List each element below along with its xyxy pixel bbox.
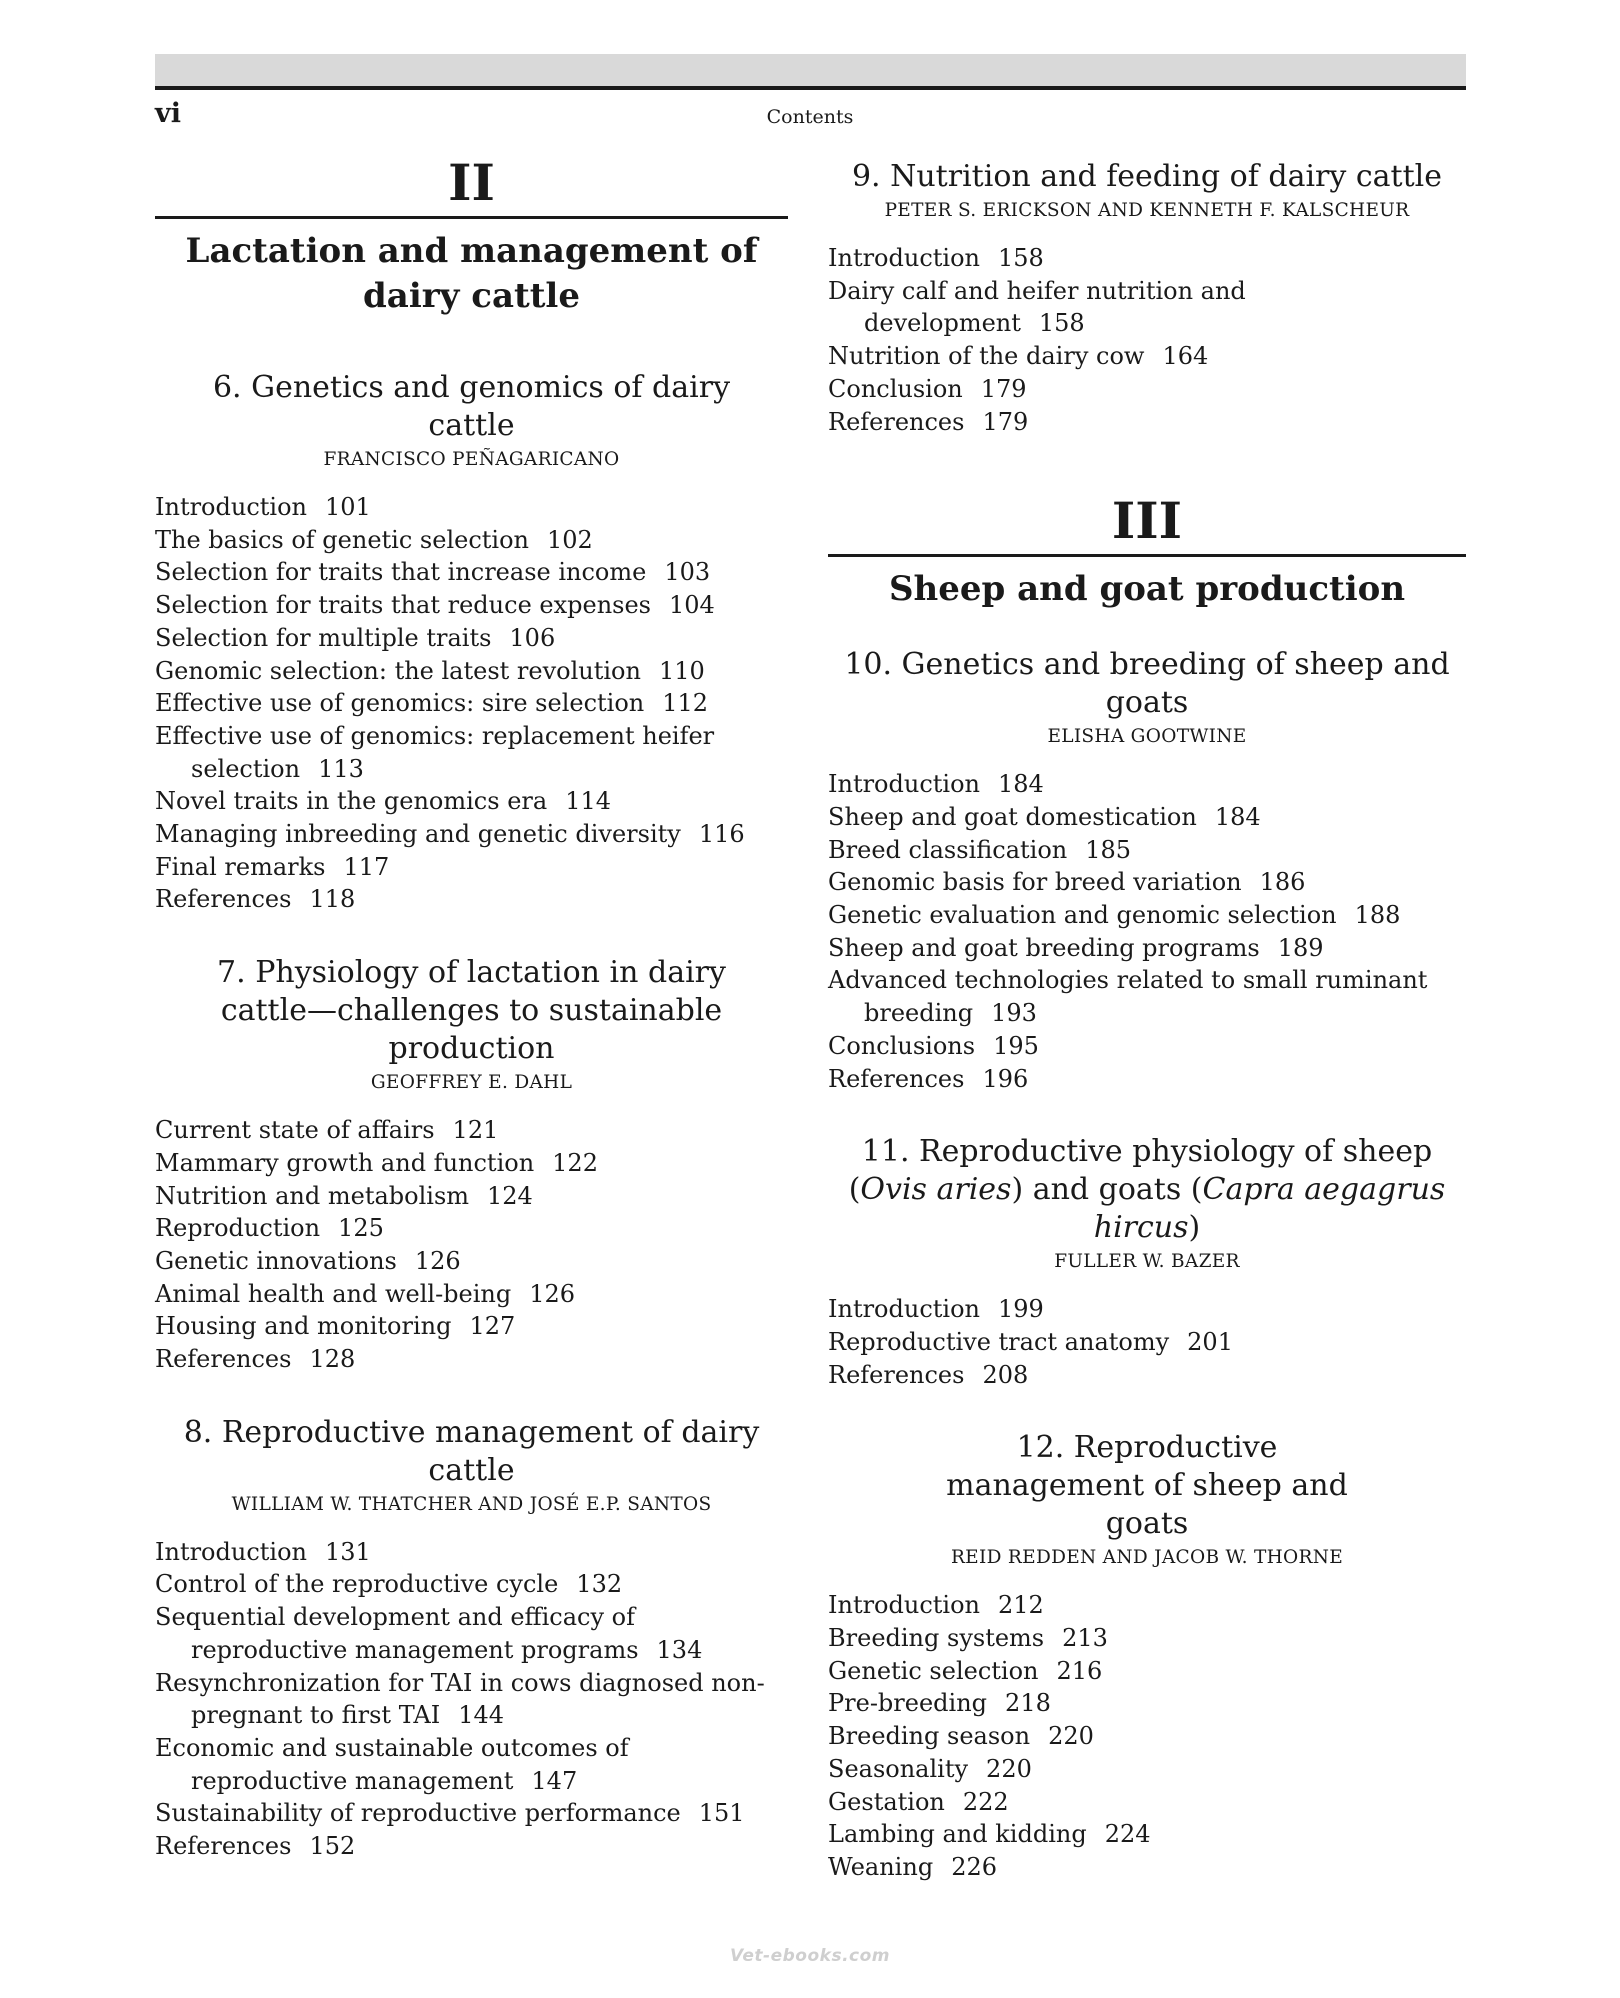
toc-entries xyxy=(155,1114,788,1376)
part-number: III xyxy=(828,496,1466,557)
chapter-title[interactable]: 9. Nutrition and feeding of dairy cattle xyxy=(851,159,1443,194)
chapter-title[interactable]: 7. Physiology of lactation in dairy cattle—challenges to sustainable production xyxy=(217,955,726,1067)
toc-entry[interactable]: Genomic selection: the latest revolution 110 xyxy=(155,656,705,685)
chapter-author: FULLER W. BAZER xyxy=(1054,1251,1240,1273)
toc-entry[interactable]: Effective use of genomics: replacement heifer selection 113 xyxy=(155,721,715,783)
toc-entry[interactable]: Seasonality 220 xyxy=(828,1754,1032,1783)
toc-entry[interactable]: Novel traits in the genomics era 114 xyxy=(155,787,611,816)
right-column xyxy=(828,158,1466,1884)
toc-entry[interactable]: References 152 xyxy=(155,1832,356,1861)
toc-entry[interactable]: Selection for traits that increase income 103 xyxy=(155,558,711,587)
toc-entry[interactable]: Nutrition of the dairy cow 164 xyxy=(828,342,1209,371)
toc-entry[interactable]: Final remarks 117 xyxy=(155,852,390,881)
chapter-12 xyxy=(828,1429,1466,1883)
part-number: II xyxy=(155,158,788,219)
toc-entry[interactable]: Gestation 222 xyxy=(828,1787,1009,1816)
toc-entry[interactable]: Conclusion 179 xyxy=(828,374,1027,403)
toc-entry[interactable]: References 196 xyxy=(828,1064,1029,1093)
toc-entry[interactable]: Breed classification 185 xyxy=(828,835,1132,864)
part-title: Sheep and goat production xyxy=(888,569,1406,610)
toc-entry[interactable]: Current state of affairs 121 xyxy=(155,1116,499,1145)
toc-entry[interactable]: Pre-breeding 218 xyxy=(828,1689,1051,1718)
toc-entry[interactable]: Introduction 101 xyxy=(155,493,371,521)
chapter-author: PETER S. ERICKSON AND KENNETH F. KALSCHEUR xyxy=(884,200,1410,221)
toc-entry[interactable]: Animal health and well-being 126 xyxy=(155,1279,576,1308)
toc-entry[interactable]: Nutrition and metabolism 124 xyxy=(155,1181,533,1210)
toc-entry[interactable]: Housing and monitoring 127 xyxy=(155,1312,516,1341)
toc-entry[interactable]: Advanced technologies related to small ruminant breeding 193 xyxy=(828,966,1428,1028)
toc-entries xyxy=(828,1293,1466,1391)
chapter-title[interactable]: 6. Genetics and genomics of dairy cattle xyxy=(212,370,731,443)
chapter-11 xyxy=(828,1133,1466,1391)
chapter-author: REID REDDEN AND JACOB W. THORNE xyxy=(950,1547,1344,1569)
toc-entry[interactable]: Introduction 184 xyxy=(828,770,1044,799)
toc-entry[interactable]: Selection for traits that reduce expenses 104 xyxy=(155,591,715,620)
watermark-logo: Vet-ebooks.com xyxy=(729,1946,891,1966)
toc-entry[interactable]: Reproductive tract anatomy 201 xyxy=(828,1327,1233,1356)
toc-entry[interactable]: The basics of genetic selection 102 xyxy=(155,525,593,554)
chapter-title[interactable]: 12. Reproductive management of sheep and goats xyxy=(946,1430,1348,1542)
part-title-line: Lactation and management of xyxy=(185,231,758,271)
part-iii-heading xyxy=(828,491,1466,612)
toc-entries xyxy=(828,1589,1466,1883)
toc-entry[interactable]: Selection for multiple traits 106 xyxy=(155,623,556,652)
toc-entry[interactable]: Sequential development and efficacy of reproductive management programs 134 xyxy=(155,1603,703,1664)
left-column xyxy=(155,153,788,1863)
toc-entry[interactable]: Genetic evaluation and genomic selection 188 xyxy=(828,901,1401,930)
toc-entry[interactable]: Reproduction 125 xyxy=(155,1214,384,1243)
toc-entry[interactable]: Dairy calf and heifer nutrition and development 158 xyxy=(828,276,1246,338)
header-rule-bar xyxy=(155,54,1466,90)
chapter-title[interactable]: 8. Reproductive management of dairy cattle xyxy=(183,1414,760,1488)
toc-entry[interactable]: Genomic basis for breed variation 186 xyxy=(828,868,1306,897)
chapter-title[interactable]: 10. Genetics and breeding of sheep and goats xyxy=(844,647,1450,721)
toc-entry[interactable]: Mammary growth and function 122 xyxy=(155,1148,598,1177)
toc-entry[interactable]: Genetic innovations 126 xyxy=(155,1246,461,1275)
chapter-title[interactable]: 11. Reproductive physiology of sheep (Ovis aries) and goats (Capra aegagrus hircus) xyxy=(848,1134,1446,1246)
toc-entry[interactable]: Effective use of genomics: sire selection 112 xyxy=(155,689,709,718)
toc-entry[interactable]: Managing inbreeding and genetic diversity 116 xyxy=(155,820,745,849)
chapter-author: FRANCISCO PEÑAGARICANO xyxy=(323,449,620,470)
toc-entry[interactable]: Introduction 131 xyxy=(155,1537,371,1566)
toc-entries xyxy=(828,242,1466,438)
toc-entry[interactable]: Introduction 212 xyxy=(828,1591,1044,1620)
page-number: vi xyxy=(155,98,181,129)
part-title xyxy=(155,229,788,319)
toc-entry[interactable]: Resynchronization for TAI in cows diagnosed non-pregnant to first TAI 144 xyxy=(155,1668,765,1730)
toc-entry[interactable]: Sheep and goat domestication 184 xyxy=(828,802,1261,831)
chapter-7 xyxy=(155,954,788,1376)
part-title-line: dairy cattle xyxy=(363,276,580,316)
part-ii-heading xyxy=(155,153,788,319)
toc-entry[interactable]: Economic and sustainable outcomes of reproductive management 147 xyxy=(155,1733,629,1795)
toc-entry[interactable]: References 179 xyxy=(828,407,1029,436)
chapter-10 xyxy=(828,646,1466,1095)
toc-entries xyxy=(828,768,1466,1095)
toc-entry[interactable]: Control of the reproductive cycle 132 xyxy=(155,1570,623,1599)
toc-entry[interactable]: Genetic selection 216 xyxy=(828,1656,1103,1685)
toc-entry[interactable]: Introduction 158 xyxy=(828,244,1044,272)
toc-entry[interactable]: References 208 xyxy=(828,1360,1029,1389)
chapter-8 xyxy=(155,1414,788,1863)
toc-entry[interactable]: Sheep and goat breeding programs 189 xyxy=(828,933,1324,962)
toc-entry[interactable]: Sustainability of reproductive performance 151 xyxy=(155,1799,745,1828)
toc-entry[interactable]: Introduction 199 xyxy=(828,1295,1044,1324)
toc-entry[interactable]: Breeding systems 213 xyxy=(828,1624,1108,1653)
chapter-author: GEOFFREY E. DAHL xyxy=(370,1072,573,1094)
running-head: Contents xyxy=(766,106,854,128)
toc-entries xyxy=(155,1536,788,1863)
chapter-6 xyxy=(155,369,788,916)
toc-entry[interactable]: Weaning 226 xyxy=(828,1852,997,1881)
toc-entries xyxy=(155,491,788,916)
toc-entry[interactable]: References 128 xyxy=(155,1345,356,1374)
toc-entry[interactable]: Lambing and kidding 224 xyxy=(828,1820,1151,1849)
chapter-author: WILLIAM W. THATCHER AND JOSÉ E.P. SANTOS xyxy=(231,1493,712,1515)
toc-entry[interactable]: Conclusions 195 xyxy=(828,1031,1039,1060)
chapter-author: ELISHA GOOTWINE xyxy=(1047,726,1247,748)
chapter-9 xyxy=(828,158,1466,438)
toc-entry[interactable]: References 118 xyxy=(155,885,356,914)
toc-entry[interactable]: Breeding season 220 xyxy=(828,1722,1094,1751)
